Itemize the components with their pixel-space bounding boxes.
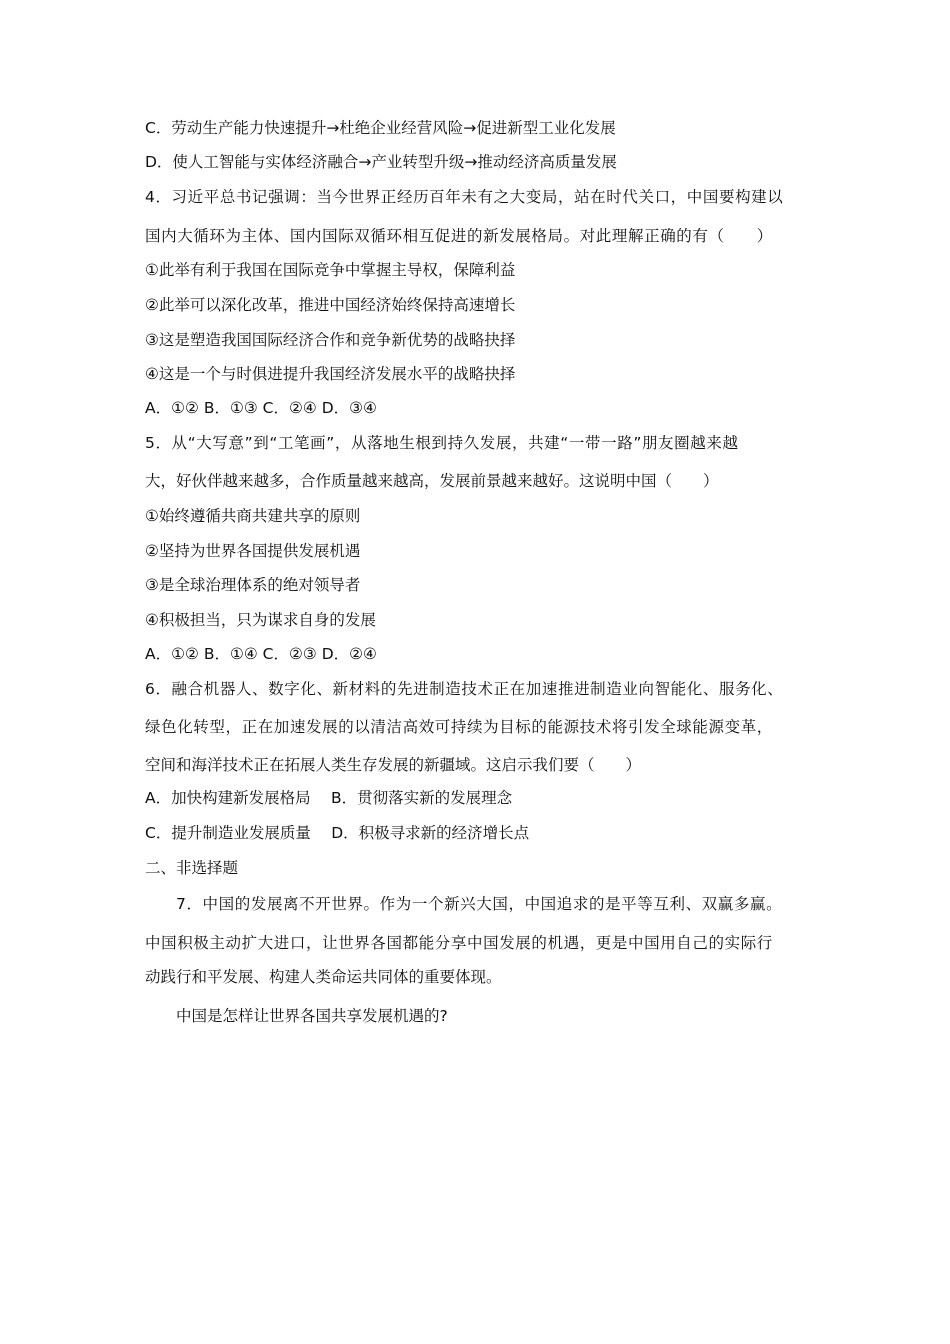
option-c-q3: C．劳动生产能力快速提升→杜绝企业经营风险→促进新型工业化发展 — [145, 119, 616, 137]
question-5-line-2: 大，好伙伴越来越多，合作质量越来越高，发展前景越来越好。这说明中国（ ） — [145, 472, 719, 490]
q4-options: A．①② B．①③ C．②④ D．③④ — [145, 399, 377, 417]
question-7-prompt: 中国是怎样让世界各国共享发展机遇的? — [176, 1007, 448, 1025]
q5-statement-3: ③是全球治理体系的绝对领导者 — [145, 576, 361, 594]
q6-options-cd: C．提升制造业发展质量 D．积极寻求新的经济增长点 — [145, 824, 530, 842]
question-4-line-2: 国内大循环为主体、国内国际双循环相互促进的新发展格局。对此理解正确的有（ ） — [145, 227, 773, 245]
question-7-line-2: 中国积极主动扩大进口，让世界各国都能分享中国发展的机遇，更是中国用自己的实际行 — [145, 934, 773, 952]
q5-statement-1: ①始终遵循共商共建共享的原则 — [145, 507, 361, 525]
q4-statement-2: ②此举可以深化改革，推进中国经济始终保持高速增长 — [145, 296, 516, 314]
q6-options-ab: A．加快构建新发展格局 B．贯彻落实新的发展理念 — [145, 789, 513, 807]
question-5-line-1: 5．从“大写意”到“工笔画”，从落地生根到持久发展，共建“一带一路”朋友圈越来越 — [145, 434, 739, 452]
q4-statement-1: ①此举有利于我国在国际竞争中掌握主导权，保障利益 — [145, 261, 516, 279]
q5-options: A．①② B．①④ C．②③ D．②④ — [145, 645, 377, 663]
question-4-line-1: 4．习近平总书记强调：当今世界正经历百年未有之大变局，站在时代关口，中国要构建以 — [145, 188, 784, 206]
question-7-line-1: 7．中国的发展离不开世界。作为一个新兴大国，中国追求的是平等互利、双赢多赢。 — [176, 895, 783, 913]
option-d-q3: D．使人工智能与实体经济融合→产业转型升级→推动经济高质量发展 — [145, 153, 617, 171]
q5-statement-4: ④积极担当，只为谋求自身的发展 — [145, 611, 376, 629]
question-6-line-3: 空间和海洋技术正在拓展人类生存发展的新疆域。这启示我们要（ ） — [145, 756, 642, 774]
question-7-line-3: 动践行和平发展、构建人类命运共同体的重要体现。 — [145, 968, 502, 986]
section-heading: 二、非选择题 — [145, 859, 239, 877]
question-6-line-1: 6．融合机器人、数字化、新材料的先进制造技术正在加速推进制造业向智能化、服务化、 — [145, 680, 784, 698]
q4-statement-3: ③这是塑造我国国际经济合作和竞争新优势的战略抉择 — [145, 331, 516, 349]
q4-statement-4: ④这是一个与时俱进提升我国经济发展水平的战略抉择 — [145, 365, 516, 383]
q5-statement-2: ②坚持为世界各国提供发展机遇 — [145, 542, 361, 560]
question-6-line-2: 绿色化转型，正在加速发展的以清洁高效可持续为目标的能源技术将引发全球能源变革， — [145, 718, 773, 736]
